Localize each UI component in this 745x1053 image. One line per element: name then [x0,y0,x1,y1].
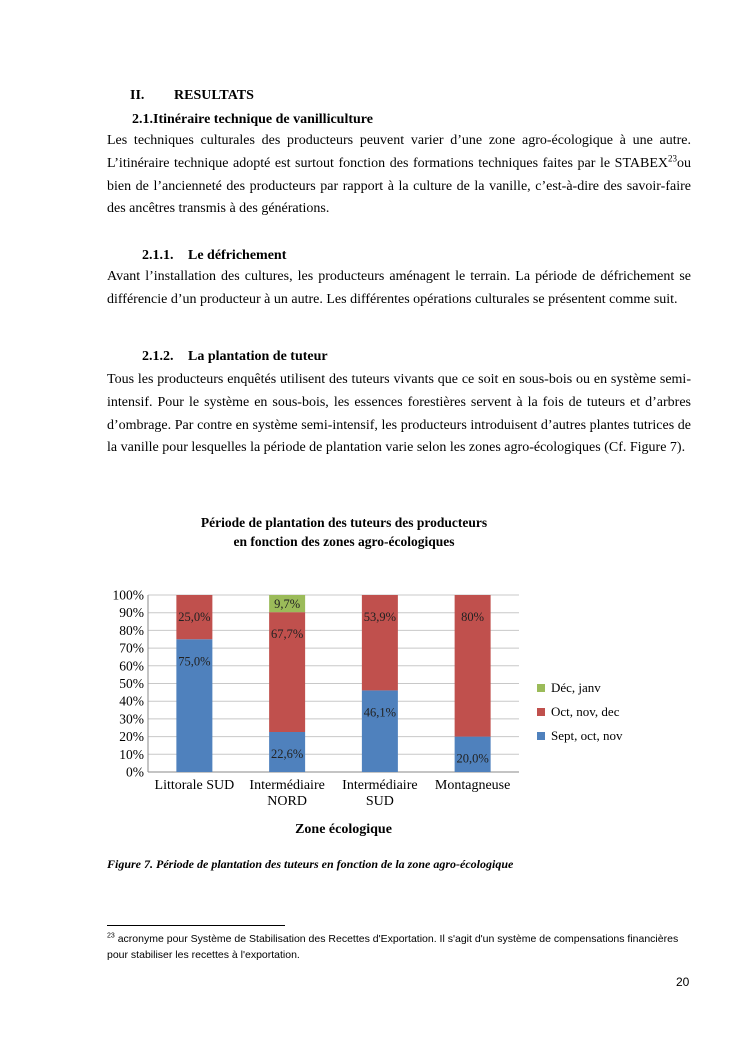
intro-paragraph [107,130,691,221]
stacked-bar-chart [105,580,645,842]
legend-label: Sept, oct, nov [551,728,623,743]
plantation-number: 2.1.2. [142,349,174,364]
data-label: 53,9% [363,610,397,624]
defrichement-paragraph: Avant l’installation des cultures, les producteurs aménagent le terrain. La période de défrichement se différencie d’un producteur à un autre. Les différentes opérations culturales se présentent comme suit. [107,269,691,307]
figure-caption: Figure 7. Période de plantation des tuteurs en fonction de la zone agro-écologique [107,857,514,871]
data-label: 22,6% [270,746,304,761]
section-heading [130,88,254,104]
footnote-text: acronyme pour Système de Stabilisation des Recettes d'Exportation. Il s'agit d'un système de compensations financières pour stabiliser les recettes à l'exportation. [107,933,679,961]
x-tick-label: SUD [365,794,394,809]
plantation-title: La plantation de tuteur [188,349,328,364]
y-tick-label: 80% [119,622,144,638]
y-tick-label: 50% [119,676,144,691]
footnote-number: 23 [107,932,115,940]
y-tick-label: 100% [112,587,144,603]
x-axis-title: Zone écologique [295,822,392,837]
chart-title-block [140,513,548,551]
chart-subtitle: en fonction des zones agro-écologiques [233,534,455,549]
subsection-heading: 2.1.Itinéraire technique de vanilliculture [132,112,373,127]
legend-swatch [537,708,545,716]
legend-label: Oct, nov, dec [551,704,620,719]
legend-swatch [537,732,545,740]
legend-label: Déc, janv [551,680,601,695]
intro-text-part-2: ou bien de l’ancienneté des producteurs par rapport à la culture de la vanille, c’est-à-dire des savoir-faire des ancêtres transmis à des générations. [107,155,691,217]
y-tick-label: 60% [119,658,144,674]
y-tick-label: 30% [119,711,144,727]
y-tick-label: 10% [119,746,144,762]
data-label: 67,7% [270,627,304,642]
y-tick-label: 70% [119,640,144,656]
y-tick-label: 0% [126,764,144,780]
defrichement-title: Le défrichement [188,248,287,263]
plantation-heading [142,349,328,365]
defrichement-number: 2.1.1. [142,248,174,263]
footnote-separator [107,925,285,926]
plantation-paragraph: Tous les producteurs enquêtés utilisent des tuteurs vivants que ce soit en sous-bois ou en système semi-intensif. Pour le système en sous-bois, les essences forestières servent à la fois de tuteurs et d’arbres d’ombrage. Par contre en système semi-intensif, les producteurs introduisent d’autres plantes tutrices de la vanille pour lesquelles la période de plantation varie selon les zones agro-écologiques (Cf. Figure 7). [107,372,691,456]
section-title: RESULTATS [174,88,254,103]
data-label: 46,1% [363,705,397,720]
data-label: 25,0% [178,610,211,624]
data-label: 9,7% [274,597,301,612]
x-tick-label: Intermédiaire [342,778,418,793]
x-tick-label: Littorale SUD [154,778,235,793]
data-label: 80% [461,610,485,624]
chart-container [105,580,645,847]
x-tick-label: Montagneuse [434,778,511,793]
chart-title: Période de plantation des tuteurs des producteurs [200,515,488,530]
page-number: 20 [676,975,690,989]
x-tick-label: NORD [267,794,307,809]
section-number: II. [130,88,145,103]
footnote [107,932,697,963]
data-label: 20,0% [456,751,489,766]
x-tick-label: Intermédiaire [249,778,325,793]
legend-swatch [537,684,545,692]
bar-segment [362,690,398,772]
intro-text-part-1: Les techniques culturales des producteurs peuvent varier d’une zone agro-écologique à une autre. L’itinéraire technique adopté est surtout fonction des formations techniques faites par le STABEX [107,133,691,171]
footnote-ref[interactable]: 23 [668,153,677,164]
y-tick-label: 40% [119,693,144,709]
y-tick-label: 20% [119,729,144,745]
data-label: 75,0% [178,654,211,669]
y-tick-label: 90% [119,605,144,621]
defrichement-heading [142,248,286,264]
